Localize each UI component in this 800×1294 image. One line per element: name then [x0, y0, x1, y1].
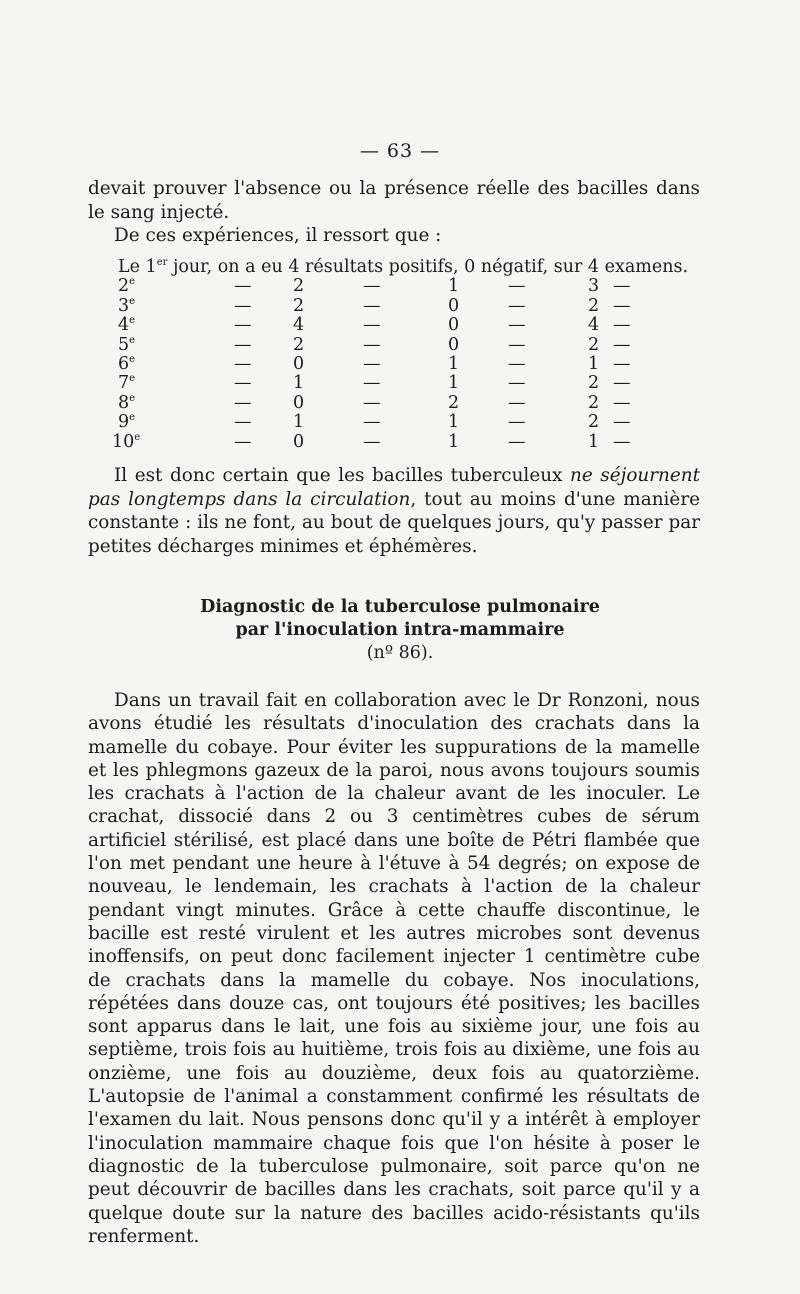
- negative-count: 0: [448, 315, 460, 336]
- dash-separator: —: [234, 431, 252, 452]
- conclusion-text-start: Il est donc certain que les bacilles tuberculeux: [114, 465, 570, 486]
- day-label: Le 1er jour, on a eu 4 résultats positifs, 0 négatif, sur 4 examens.: [118, 257, 689, 277]
- results-row: [118, 277, 718, 296]
- dash-separator: —: [363, 431, 381, 452]
- day-label: 7e: [118, 373, 136, 394]
- day-ordinal-suffix: er: [156, 257, 168, 268]
- exam-total: 1: [588, 353, 600, 374]
- dash-separator: —: [613, 353, 631, 374]
- dash-separator: —: [234, 334, 252, 355]
- dash-separator: —: [234, 412, 252, 433]
- results-row: [118, 413, 718, 432]
- results-row: [118, 336, 718, 355]
- dash-separator: —: [363, 315, 381, 336]
- negative-count: 0: [448, 295, 460, 316]
- day-label: 2e: [118, 276, 136, 297]
- day-label: 4e: [118, 315, 136, 336]
- section-title-line-2: par l'inoculation intra-mammaire: [235, 620, 565, 640]
- positive-count: 0: [293, 353, 305, 374]
- section-heading: [0, 596, 800, 665]
- conclusion-text-end: , tout au moins d'une manière constante : ils ne font, au bout de quelques jours, qu'y passer par petites décharges minimes et éphémères.: [88, 488, 700, 557]
- dash-separator: —: [363, 353, 381, 374]
- negative-count: 1: [448, 373, 460, 394]
- positive-count: 1: [293, 373, 305, 394]
- exam-total: 2: [588, 373, 600, 394]
- exam-total: 2: [588, 334, 600, 355]
- negative-count: 0: [448, 334, 460, 355]
- negative-count: 1: [448, 431, 460, 452]
- positive-count: 2: [293, 295, 305, 316]
- results-row: [118, 316, 718, 335]
- conclusion-emphasis: ne séjournent pas longtemps dans la circulation: [88, 465, 700, 510]
- results-row: [118, 297, 718, 316]
- dash-separator: —: [508, 334, 526, 355]
- dash-separator: —: [363, 392, 381, 413]
- day-label: 5e: [118, 334, 136, 355]
- dash-separator: —: [508, 373, 526, 394]
- dash-separator: —: [613, 334, 631, 355]
- dash-separator: —: [613, 315, 631, 336]
- dash-separator: —: [613, 412, 631, 433]
- dash-separator: —: [363, 295, 381, 316]
- day-ordinal-suffix: e: [129, 373, 136, 385]
- results-row: [118, 258, 718, 277]
- intro-line-1: devait prouver l'absence ou la présence réelle des bacilles dans le sang injecté.: [88, 178, 700, 223]
- positive-count: 0: [293, 431, 305, 452]
- section-title-line-1: Diagnostic de la tuberculose pulmonaire: [200, 597, 600, 617]
- exam-total: 3: [588, 276, 600, 297]
- negative-count: 1: [448, 353, 460, 374]
- day-label: 6e: [118, 353, 136, 374]
- body-paragraph: [88, 689, 700, 1248]
- positive-count: 0: [293, 392, 305, 413]
- dash-separator: —: [508, 353, 526, 374]
- intro-line-2: De ces expériences, il ressort que :: [114, 225, 442, 246]
- day-ordinal-suffix: e: [129, 276, 136, 288]
- dash-separator: —: [363, 276, 381, 297]
- positive-count: 4: [293, 315, 305, 336]
- positive-count: 2: [293, 334, 305, 355]
- results-row: [118, 394, 718, 413]
- dash-separator: —: [508, 315, 526, 336]
- exam-total: 1: [588, 431, 600, 452]
- dash-separator: —: [508, 295, 526, 316]
- day-ordinal-suffix: e: [134, 431, 141, 443]
- negative-count: 2: [448, 392, 460, 413]
- dash-separator: —: [613, 431, 631, 452]
- day-label: 9e: [118, 412, 136, 433]
- section-reference-note: (nº 86).: [366, 643, 434, 663]
- day-ordinal-suffix: e: [129, 334, 136, 346]
- negative-count: 1: [448, 276, 460, 297]
- day-label: 3e: [118, 295, 136, 316]
- intro-text: [88, 177, 700, 248]
- body-text: Dans un travail fait en collaboration avec le Dr Ronzoni, nous avons étudié les résultats d'inoculation des crachats dans la mamelle du cobaye. Pour éviter les suppurations de la mamelle et les phlegmons gazeux de la paroi, nous avons toujours soumis les crachats à l'action de la chaleur avant de les inoculer. Le crachat, dissocié dans 2 ou 3 centimètres cubes de sérum artificiel stérilisé, est placé dans une boîte de Pétri flambée que l'on met pendant une heure à l'étuve à 54 degrés; on expose de nouveau, le lendemain, les crachats à l'action de la chaleur pendant vingt minutes. Grâce à cette chauffe discontinue, le bacille est resté virulent et les autres microbes sont devenus inoffensifs, on peut donc facilement injecter 1 centimètre cube de crachats dans la mamelle du cobaye. Nos inoculations, répétées dans douze cas, ont toujours été positives; les bacilles sont apparus dans le lait, une fois au sixième jour, une fois au septième, trois fois au huitième, trois fois au dixième, une fois au onzième, une fois au douzième, deux fois au quatorzième. L'autopsie de l'animal a constamment confirmé les résultats de l'examen du lait. Nous pensons donc qu'il y a intérêt à employer l'inoculation mammaire chaque fois que l'on hésite à poser le diagnostic de la tuberculose pulmonaire, soit parce qu'on ne peut découvrir de bacilles dans les crachats, soit parce qu'il y a quelque doute sur la nature des bacilles acido-résistants qu'ils renferment.: [88, 690, 700, 1247]
- dash-separator: —: [508, 412, 526, 433]
- results-row: [118, 355, 718, 374]
- dash-separator: —: [508, 276, 526, 297]
- dash-separator: —: [613, 276, 631, 297]
- results-table: [112, 257, 718, 452]
- dash-separator: —: [234, 315, 252, 336]
- dash-separator: —: [363, 373, 381, 394]
- conclusion-paragraph: [88, 464, 700, 558]
- dash-separator: —: [613, 295, 631, 316]
- dash-separator: —: [508, 392, 526, 413]
- dash-separator: —: [234, 392, 252, 413]
- positive-count: 1: [293, 412, 305, 433]
- exam-total: 2: [588, 392, 600, 413]
- dash-separator: —: [613, 373, 631, 394]
- day-ordinal-suffix: e: [129, 295, 136, 307]
- positive-count: 2: [293, 276, 305, 297]
- exam-total: 2: [588, 295, 600, 316]
- dash-separator: —: [234, 373, 252, 394]
- day-ordinal-suffix: e: [129, 412, 136, 424]
- dash-separator: —: [508, 431, 526, 452]
- results-row: [112, 431, 718, 452]
- dash-separator: —: [234, 353, 252, 374]
- results-row: [118, 374, 718, 393]
- page-number: — 63 —: [359, 140, 441, 162]
- negative-count: 1: [448, 412, 460, 433]
- day-ordinal-suffix: e: [129, 315, 136, 327]
- dash-separator: —: [234, 276, 252, 297]
- dash-separator: —: [234, 295, 252, 316]
- dash-separator: —: [363, 334, 381, 355]
- day-ordinal-suffix: e: [129, 353, 136, 365]
- day-ordinal-suffix: e: [129, 392, 136, 404]
- day-label: 8e: [118, 392, 136, 413]
- dash-separator: —: [363, 412, 381, 433]
- dash-separator: —: [613, 392, 631, 413]
- exam-total: 2: [588, 412, 600, 433]
- day-label: 10e: [112, 431, 141, 452]
- exam-total: 4: [588, 315, 600, 336]
